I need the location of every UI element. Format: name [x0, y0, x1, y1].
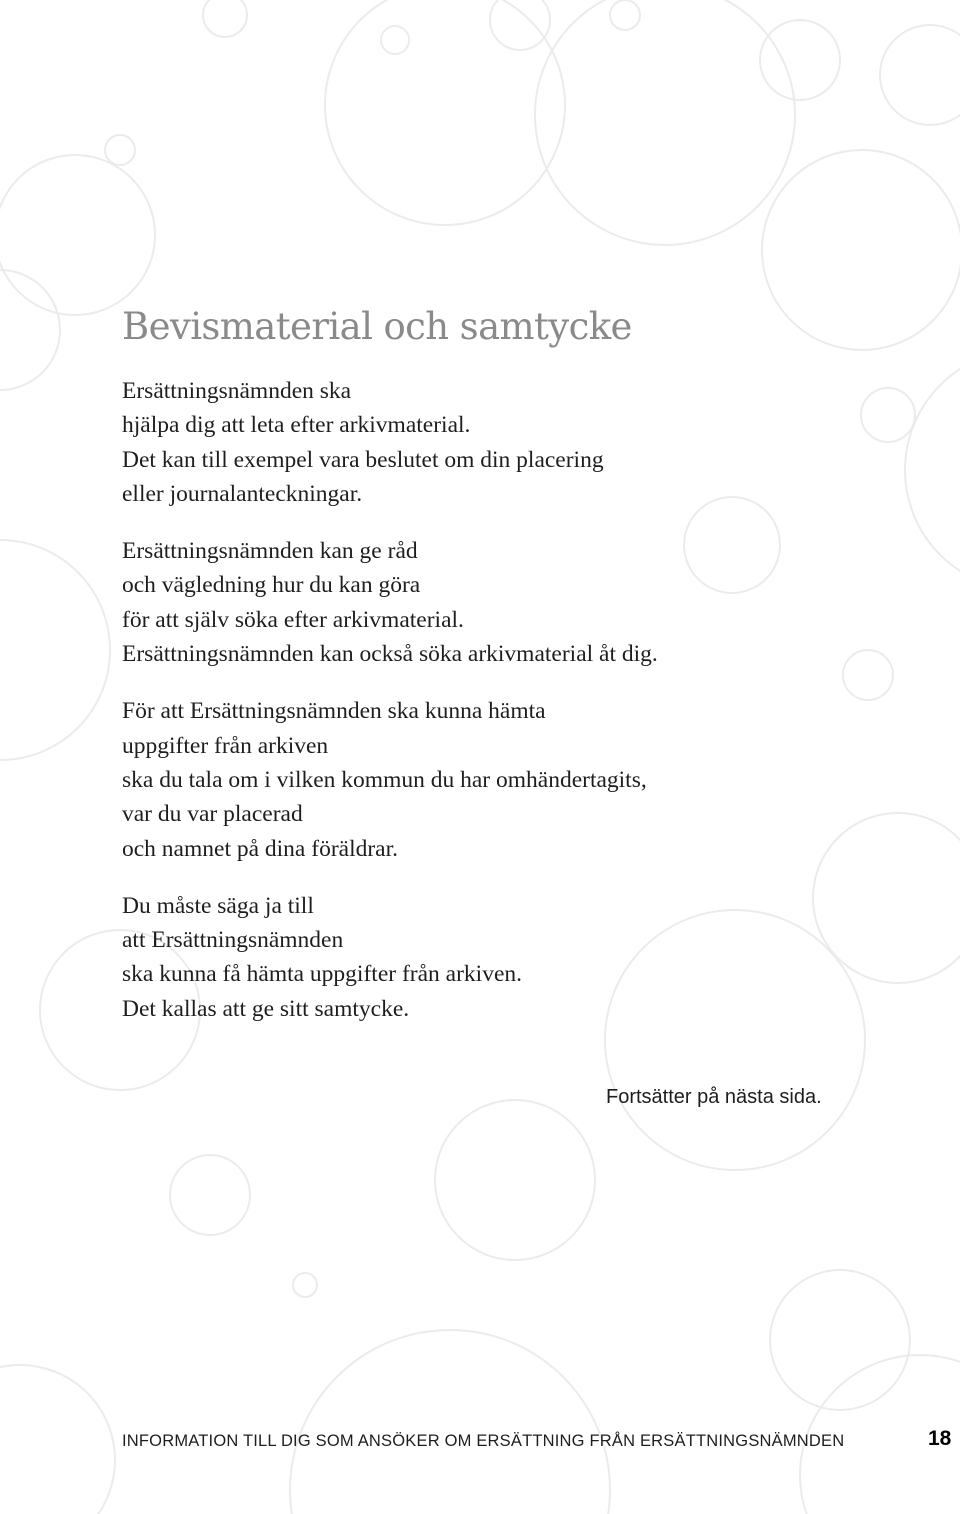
text-line: Det kallas att ge sitt samtycke. [122, 995, 410, 1022]
text-line: för att själv söka efter arkivmaterial. [122, 606, 464, 633]
text-line: För att Ersättningsnämnden ska kunna hämta [122, 698, 546, 725]
text-line: Du måste säga ja till [122, 892, 314, 919]
paragraph-required-info [122, 694, 882, 865]
text-line: Det kan till exempel vara beslutet om din placering [122, 446, 604, 473]
decorative-circle [0, 1365, 115, 1514]
text-line: var du var placerad [122, 801, 303, 828]
paragraph-advice [122, 534, 882, 671]
decorative-circle [325, 0, 565, 225]
decorative-circle [105, 135, 135, 165]
text-line: och namnet på dina föräldrar. [122, 835, 399, 862]
text-line: och vägledning hur du kan göra [122, 572, 421, 599]
decorative-circle [435, 1100, 595, 1260]
text-line: ska kunna få hämta uppgifter från arkiven. [122, 961, 522, 988]
decorative-circle [290, 1330, 610, 1514]
decorative-circle [490, 0, 550, 50]
decorative-circle [535, 0, 795, 245]
decorative-circle [610, 0, 640, 30]
text-line: uppgifter från arkiven [122, 732, 329, 759]
decorative-circle [170, 1155, 250, 1235]
decorative-circle [760, 20, 840, 100]
decorative-circle [880, 25, 960, 125]
text-line: Ersättningsnämnden kan ge råd [122, 538, 418, 565]
main-content [122, 302, 882, 1026]
decorative-circle [0, 155, 155, 315]
paragraph-archive-help [122, 374, 882, 511]
text-line: Ersättningsnämnden ska [122, 378, 352, 404]
decorative-circle [293, 1273, 317, 1297]
decorative-circle [0, 270, 60, 390]
decorative-circle [381, 26, 409, 54]
decorative-circle [770, 1270, 910, 1410]
footer-running-title: INFORMATION TILL DIG SOM ANSÖKER OM ERSÄTTNING FRÅN ERSÄTTNINGSNÄMNDEN [122, 1432, 845, 1450]
decorative-circle [905, 350, 960, 590]
text-line: att Ersättningsnämnden [122, 927, 344, 954]
text-line: eller journalanteckningar. [122, 480, 363, 507]
continued-next-page-note: Fortsätter på nästa sida. [606, 1086, 822, 1108]
decorative-circle [203, 0, 247, 37]
page-number: 18 [928, 1427, 952, 1450]
text-line: ska du tala om i vilken kommun du har omhändertagits, [122, 766, 647, 793]
text-line: hjälpa dig att leta efter arkivmaterial. [122, 412, 471, 439]
page-heading: Bevismaterial och samtycke [122, 305, 632, 348]
paragraph-consent [122, 889, 882, 1026]
decorative-circle [0, 540, 110, 760]
text-line: Ersättningsnämnden kan också söka arkivmaterial åt dig. [122, 641, 658, 668]
